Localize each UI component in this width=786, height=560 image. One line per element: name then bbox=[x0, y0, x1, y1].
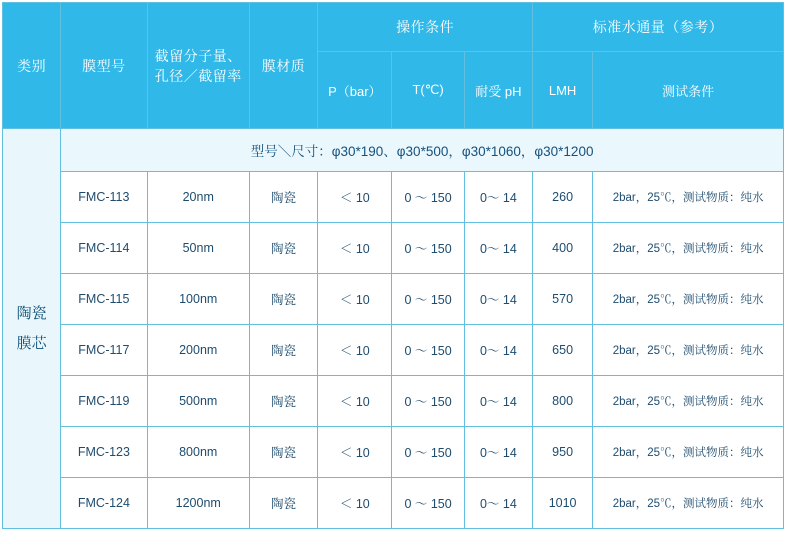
cell-pressure: ＜ 10 bbox=[318, 274, 392, 325]
cell-ph: 0～ 14 bbox=[464, 427, 532, 478]
cell-material: 陶瓷 bbox=[249, 376, 317, 427]
cell-material: 陶瓷 bbox=[249, 478, 317, 529]
cell-temperature: 0 ～ 150 bbox=[392, 376, 464, 427]
cell-temperature: 0 ～ 150 bbox=[392, 478, 464, 529]
cell-temperature: 0 ～ 150 bbox=[392, 274, 464, 325]
cell-pressure: ＜ 10 bbox=[318, 376, 392, 427]
cell-temperature: 0 ～ 150 bbox=[392, 427, 464, 478]
cell-temperature: 0 ～ 150 bbox=[392, 325, 464, 376]
table-header-row-1 bbox=[3, 3, 784, 52]
cell-material: 陶瓷 bbox=[249, 223, 317, 274]
table-row bbox=[3, 325, 784, 376]
cell-model: FMC-113 bbox=[61, 172, 147, 223]
cell-ph: 0～ 14 bbox=[464, 478, 532, 529]
cell-pressure: ＜ 10 bbox=[318, 172, 392, 223]
cell-pressure: ＜ 10 bbox=[318, 223, 392, 274]
cell-temperature: 0 ～ 150 bbox=[392, 172, 464, 223]
cell-cutoff: 100nm bbox=[147, 274, 249, 325]
cell-lmh: 650 bbox=[533, 325, 593, 376]
header-temperature: T(℃) bbox=[392, 52, 464, 129]
cell-pressure: ＜ 10 bbox=[318, 325, 392, 376]
header-standard-flux: 标准水通量（参考） bbox=[533, 3, 784, 52]
cell-cutoff: 50nm bbox=[147, 223, 249, 274]
header-test-conditions: 测试条件 bbox=[593, 52, 784, 129]
cell-test: 2bar，25℃，测试物质：纯水 bbox=[593, 427, 784, 478]
cell-cutoff: 500nm bbox=[147, 376, 249, 427]
cell-lmh: 400 bbox=[533, 223, 593, 274]
cell-material: 陶瓷 bbox=[249, 172, 317, 223]
ceramic-membrane-spec-table bbox=[2, 2, 784, 529]
cell-cutoff: 1200nm bbox=[147, 478, 249, 529]
cell-model: FMC-117 bbox=[61, 325, 147, 376]
cell-ph: 0～ 14 bbox=[464, 376, 532, 427]
cell-test: 2bar，25℃，测试物质：纯水 bbox=[593, 274, 784, 325]
cell-lmh: 800 bbox=[533, 376, 593, 427]
header-cutoff: 截留分子量、孔径／截留率 bbox=[147, 3, 249, 129]
cell-test: 2bar，25℃，测试物质：纯水 bbox=[593, 223, 784, 274]
category-label-line2: 膜芯 bbox=[16, 334, 47, 352]
cell-model: FMC-124 bbox=[61, 478, 147, 529]
table-row bbox=[3, 274, 784, 325]
cell-test: 2bar，25℃，测试物质：纯水 bbox=[593, 325, 784, 376]
cell-material: 陶瓷 bbox=[249, 325, 317, 376]
cell-model: FMC-114 bbox=[61, 223, 147, 274]
cell-temperature: 0 ～ 150 bbox=[392, 223, 464, 274]
header-ph: 耐受 pH bbox=[464, 52, 532, 129]
cell-cutoff: 800nm bbox=[147, 427, 249, 478]
header-operating-conditions: 操作条件 bbox=[318, 3, 533, 52]
cell-material: 陶瓷 bbox=[249, 427, 317, 478]
cell-test: 2bar，25℃，测试物质：纯水 bbox=[593, 478, 784, 529]
table-row bbox=[3, 223, 784, 274]
header-lmh: LMH bbox=[533, 52, 593, 129]
cell-model: FMC-115 bbox=[61, 274, 147, 325]
header-material: 膜材质 bbox=[249, 3, 317, 129]
cell-ph: 0～ 14 bbox=[464, 172, 532, 223]
cell-ph: 0～ 14 bbox=[464, 325, 532, 376]
cell-test: 2bar，25℃，测试物质：纯水 bbox=[593, 376, 784, 427]
header-category: 类别 bbox=[3, 3, 61, 129]
table-row bbox=[3, 478, 784, 529]
cell-ph: 0～ 14 bbox=[464, 223, 532, 274]
size-row bbox=[3, 129, 784, 172]
size-row-label: 型号＼尺寸：φ30*190、φ30*500，φ30*1060，φ30*1200 bbox=[61, 129, 784, 172]
cell-pressure: ＜ 10 bbox=[318, 427, 392, 478]
cell-lmh: 260 bbox=[533, 172, 593, 223]
cell-pressure: ＜ 10 bbox=[318, 478, 392, 529]
cell-ph: 0～ 14 bbox=[464, 274, 532, 325]
cell-material: 陶瓷 bbox=[249, 274, 317, 325]
cell-test: 2bar，25℃，测试物质：纯水 bbox=[593, 172, 784, 223]
table-row bbox=[3, 427, 784, 478]
cell-lmh: 1010 bbox=[533, 478, 593, 529]
table-row bbox=[3, 172, 784, 223]
cell-model: FMC-123 bbox=[61, 427, 147, 478]
category-label-line1: 陶瓷 bbox=[16, 304, 47, 322]
table-row bbox=[3, 376, 784, 427]
cell-cutoff: 20nm bbox=[147, 172, 249, 223]
cell-cutoff: 200nm bbox=[147, 325, 249, 376]
cell-lmh: 570 bbox=[533, 274, 593, 325]
category-cell bbox=[3, 129, 61, 529]
header-model: 膜型号 bbox=[61, 3, 147, 129]
cell-model: FMC-119 bbox=[61, 376, 147, 427]
header-pressure: P（bar） bbox=[318, 52, 392, 129]
cell-lmh: 950 bbox=[533, 427, 593, 478]
